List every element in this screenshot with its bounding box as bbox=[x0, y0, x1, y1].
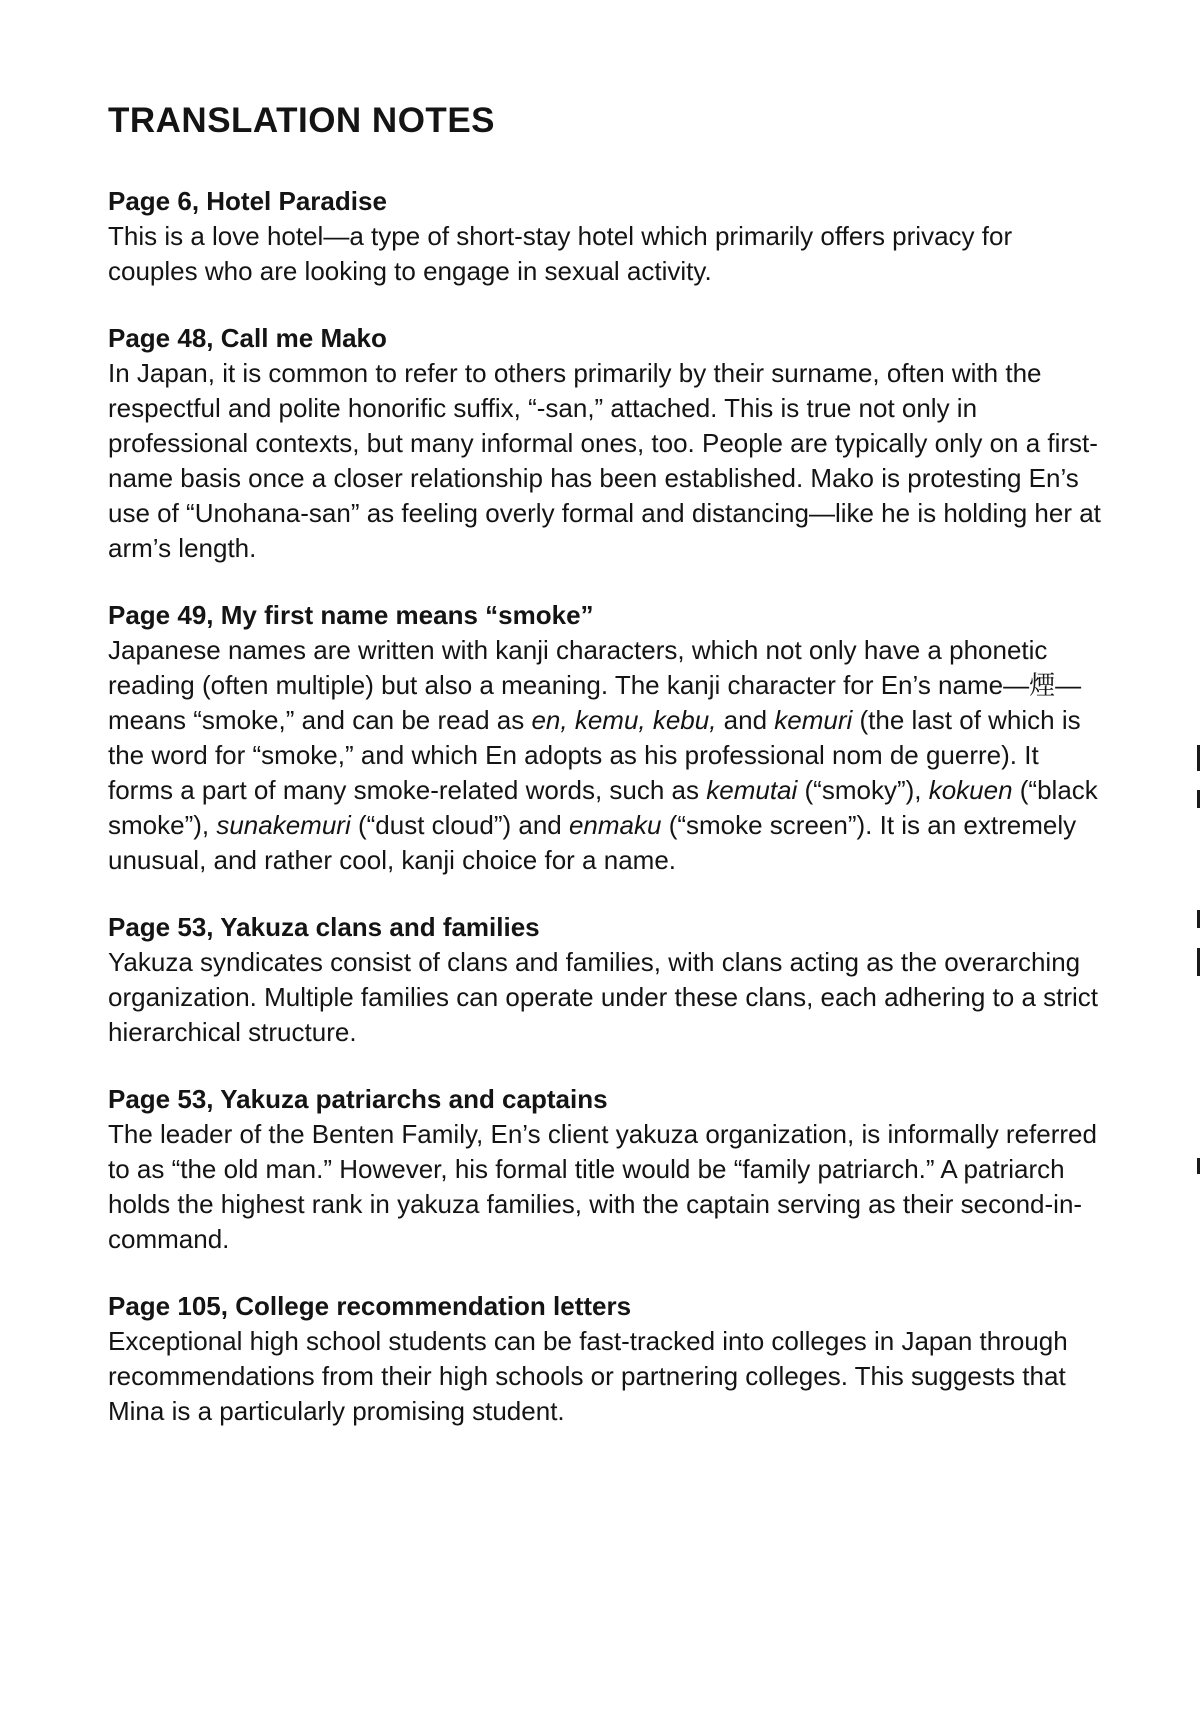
note-body-text: (“black smoke”), bbox=[108, 775, 1098, 840]
note-body bbox=[108, 945, 1108, 1050]
note-body-italic-term: sunakemuri bbox=[216, 810, 351, 840]
note-body-italic-term: kemutai bbox=[706, 775, 798, 805]
note-body-text: and bbox=[716, 705, 775, 735]
note-body-text: Japanese names are written with kanji characters, which not only have a phonetic reading (often multiple) but also a meaning. The kanji character for En’s name—煙—means “smoke,” and can be read as bbox=[108, 635, 1082, 735]
note-body bbox=[108, 356, 1108, 566]
note-body-text: In Japan, it is common to refer to others primarily by their surname, often with the respectful and polite honorific suffix, “-san,” attached. This is true not only in professional contexts, but many informal ones, too. People are typically only on a first-name basis once a closer relationship has been established. Mako is protesting En’s use of “Unohana-san” as feeling overly formal and distancing—like he is holding her at arm’s length. bbox=[108, 358, 1101, 563]
document-title: TRANSLATION NOTES bbox=[108, 101, 496, 140]
note-body bbox=[108, 219, 1108, 289]
notes-list bbox=[108, 184, 1108, 1429]
note-body-text: (“smoky”), bbox=[797, 775, 929, 805]
note-body bbox=[108, 1117, 1108, 1257]
note-heading: Page 105, College recommendation letters bbox=[108, 1291, 632, 1321]
translation-note bbox=[108, 321, 1108, 566]
document-page bbox=[108, 100, 1108, 1461]
translation-note bbox=[108, 184, 1108, 289]
translation-note bbox=[108, 910, 1108, 1050]
note-body-text: The leader of the Benten Family, En’s client yakuza organization, is informally referred to as “the old man.” However, his formal title would be “family patriarch.” A patriarch holds the highest rank in yakuza families, with the captain serving as their second-in-command. bbox=[108, 1119, 1097, 1254]
note-body-text: (“smoke screen”). It is an extremely unusual, and rather cool, kanji choice for a name. bbox=[108, 810, 1077, 875]
note-body-text: Yakuza syndicates consist of clans and families, with clans acting as the overarching organization. Multiple families can operate under these clans, each adhering to a strict hierarchical structure. bbox=[108, 947, 1099, 1047]
note-body-italic-term: kemuri bbox=[774, 705, 853, 735]
note-body-text: (“dust cloud”) and bbox=[350, 810, 569, 840]
note-body-text: This is a love hotel—a type of short-stay hotel which primarily offers privacy for couples who are looking to engage in sexual activity. bbox=[108, 221, 1013, 286]
note-heading: Page 53, Yakuza patriarchs and captains bbox=[108, 1084, 608, 1114]
note-body-text: Exceptional high school students can be fast-tracked into colleges in Japan through recommendations from their high schools or partnering colleges. This suggests that Mina is a particularly promising student. bbox=[108, 1326, 1068, 1426]
note-body bbox=[108, 633, 1108, 878]
note-heading: Page 49, My first name means “smoke” bbox=[108, 600, 594, 630]
note-heading: Page 53, Yakuza clans and families bbox=[108, 912, 540, 942]
note-body-italic-term: en, kemu, kebu, bbox=[531, 705, 717, 735]
translation-note bbox=[108, 1289, 1108, 1429]
note-body-italic-term: enmaku bbox=[568, 810, 662, 840]
note-heading: Page 48, Call me Mako bbox=[108, 323, 387, 353]
note-heading: Page 6, Hotel Paradise bbox=[108, 186, 387, 216]
translation-note bbox=[108, 598, 1108, 878]
note-body bbox=[108, 1324, 1108, 1429]
translation-note bbox=[108, 1082, 1108, 1257]
note-body-italic-term: kokuen bbox=[928, 775, 1013, 805]
note-body-text: (the last of which is the word for “smoke,” and which En adopts as his professional nom de guerre). It forms a part of many smoke-related words, such as bbox=[108, 705, 1081, 805]
